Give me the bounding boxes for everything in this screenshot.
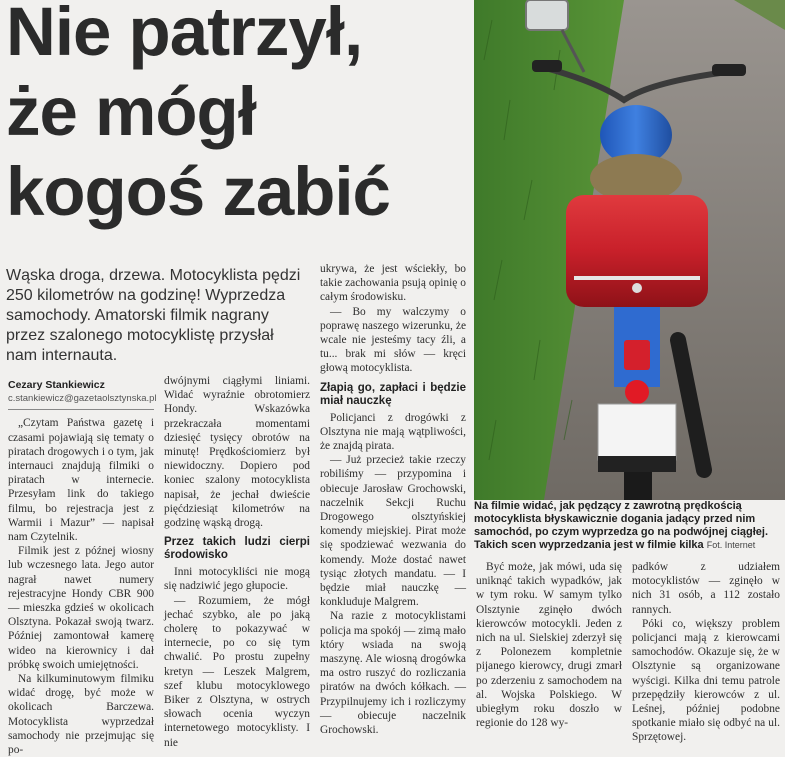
headline [6,0,476,232]
paragraph: Być może, jak mówi, uda się uniknąć takich wypadków, jak w tym roku. W samym tylko Olsztynie zginęło dwóch kierowców motocykli. Jeden z nich na ul. Sielskiej zderzył się z Polonezem kompletnie pijanego kierowcy, drugi zmarł po zderzeniu z samochodem na al. Wojska Polskiego. W ubiegłym roku doszło w regionie do 128 wy- [476,561,622,730]
headline-line-2: że mógł [6,73,256,150]
article-column-5 [632,560,780,745]
article-column-2 [164,374,310,750]
paragraph: Filmik jest z późnej wiosny lub wczesnego lata. Jego autor nagrał nawet numery rejestracyjne Hondy CBR 900 — mieszka gdzieś w okolicach Olsztyna. Pokazał swoją twarz. Później zamontował kamerę wideo na kierownicy i dał próbkę swoich umiejętności. [8,545,154,671]
caption-text: Na filmie widać, jak pędzący z zawrotną prędkością motocyklista błyskawicznie dogania jadący przed nim samochód, po czym wyprzedza go na podwójnej ciągłej. Takich scen wyprzedzania jest w filmie kilka [474,500,768,551]
photo-credit: Fot. Internet [706,540,756,550]
paragraph: — Już przecież takie rzeczy robiliśmy — przypomina i obiecuje Jarosław Grochowski, naczelnik Sekcji Ruchu Drogowego olsztyńskiej komendy miejskiej. Pirat może się spodziewać wezwania do komendy. Może dostać nawet tysiąc złotych mandatu. — I będzie miał nauczkę — konkluduje Malgrem. [320,454,466,609]
subheading: Złapią go, zapłaci i będzie miał nauczkę [320,381,466,407]
paragraph: padków z udziałem motocyklistów — zginęło w nich 31 osób, a 112 zostało rannych. [632,561,780,616]
paragraph: „Czytam Państwa gazetę i czasami pojawiają się tematy o piratach drogowych i o tym, jak internauci znajdują filmiki o piratach w internecie. Przesyłam link do takiego filmu, bo rejestracja jest z Warmii i Mazur” — napisał nam Czytelnik. [8,417,154,544]
headline-line-3: kogoś zabić [6,153,390,230]
author-name: Cezary Stankiewicz [8,379,105,391]
paragraph: — Bo my walczymy o poprawę naszego wizerunku, że wcale nie jesteśmy tacy źli, a tu... brak mi słów — kręci głową motocyklista. [320,305,466,375]
paragraph: Policjanci z drogówki z Olsztyna nie mają wątpliwości, że znajdą pirata. [320,411,466,453]
article-column-4 [476,560,622,730]
paragraph: Inni motocykliści nie mogą się nadziwić jego głupocie. [164,566,310,593]
paragraph: Na razie z motocyklistami policja ma spokój — zimą mało który wsiada na swoją maszynę. Ale wiosną drogówka ma ostro ruszyć do rozliczania piratów na dwóch kółkach. — Przypilnujemy ich i rozliczymy — obiecuje naczelnik Grochowski. [320,610,466,737]
article-column-1 [8,378,157,757]
photo-caption [474,500,780,552]
author-email: c.stankiewicz@gazetaolsztynska.pl [8,392,154,410]
paragraph: ukrywa, że jest wściekły, bo takie zachowania psują opinię o całym środowisku. [320,263,466,304]
subheading: Przez takich ludzi cierpi środowisko [164,536,310,562]
paragraph: — Rozumiem, że mógł jechać szybko, ale po jaką cholerę to pokazywać w internecie, po co się tym chwalić. Po prostu zupełny kretyn — Leszek Malgrem, szef klubu motocyklowego Biker z Olsztyna, w ostrych słowach ocenia wyczyn internetowego motocyklisty. I nie [164,594,310,749]
lead-paragraph: Wąska droga, drzewa. Motocyklista pędzi 250 kilometrów na godzinę! Wyprzedza samochody. Amatorski filmik nagrany przez szalonego motocyklistę przysłał nam internauta. [6,267,301,364]
headline-line-1: Nie patrzył, [6,0,363,70]
article-column-3 [320,262,466,737]
paragraph: Na kilkuminutowym filmiku widać drogę, być może w okolicach Barczewa. Motocyklista wyprzedzał samochody nie przejmując się po- [8,673,154,757]
motorcycle-photo [474,0,785,500]
paragraph: dwójnymi ciągłymi liniami. Widać wyraźnie obrotomierz Hondy. Wskazówka przekraczała momentami dziesięć tysięcy obrotów na minutę! Prędkościomierz był niewidoczny. Dopiero pod koniec szalony motocyklista napisał, że jechał dwieście pięćdziesiąt kilometrów na godzinę wąską drogą. [164,375,310,530]
paragraph: Póki co, większy problem policjanci mają z kierowcami samochodów. Okazuje się, że w Olsztynie są organizowane wyścigi. Kilka dni temu patrole przepędziły kierowców z ul. Leśnej, później podobne spotkanie miało się odbyć na ul. Sprzętowej. [632,617,780,744]
